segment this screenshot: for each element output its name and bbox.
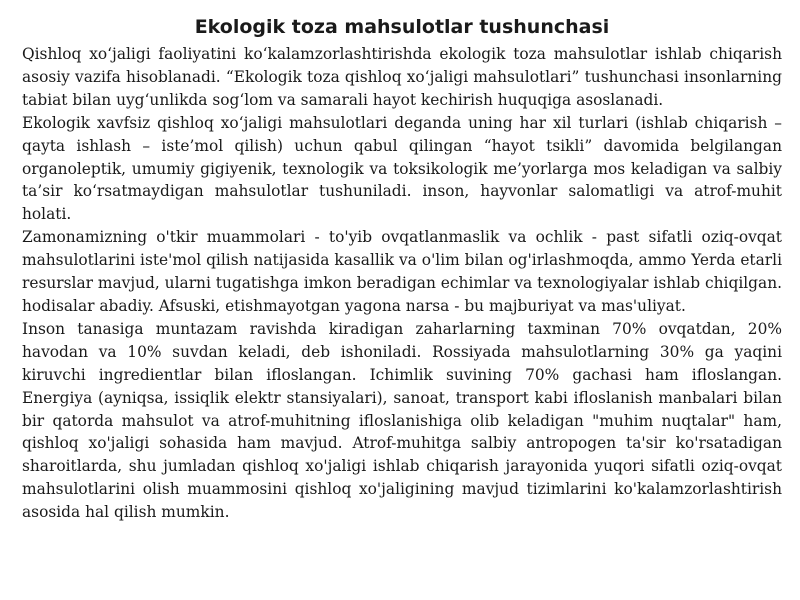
paragraph-2: Ekologik xavfsiz qishloq xo‘jaligi mahsulotlari deganda uning har xil turlari (ishlab chiqarish – qayta ishlash – iste’mol qilish) uchun qabul qilingan “hayot tsikli” davomida belgilangan organoleptik, umumiy gigiyenik, texnologik va toksikologik me’yorlarga mos keladigan va salbiy ta’sir ko‘rsatmaydigan mahsulotlar tushuniladi. inson, hayvonlar salomatligi va atrof-muhit holati. [22, 113, 782, 224]
paragraph-3: Zamonamizning o'tkir muammolari - to'yib ovqatlanmaslik va ochlik - past sifatli oziq-ovqat mahsulotlarini iste'mol qilish natijasida kasallik va o'lim bilan og'irlashmoqda, ammo Yerda etarli resurslar mavjud, ularni tugatishga imkon beradigan echimlar va texnologiyalar ishlab chiqilgan. hodisalar abadiy. Afsuski, etishmayotgan yagona narsa - bu majburiyat va mas'uliyat. [22, 228, 782, 315]
paragraph-1: Qishloq xo‘jaligi faoliyatini ko‘kalamzorlashtirishda ekologik toza mahsulotlar ishlab chiqarish asosiy vazifa hisoblanadi. “Ekologik toza qishloq xo‘jaligi mahsulotlari” tushunchasi insonlarning tabiat bilan uyg‘unlikda sog‘lom va samarali hayot kechirish huquqiga asoslanadi. [22, 45, 782, 109]
document-page [22, 12, 782, 524]
document-title: Ekologik toza mahsulotlar tushunchasi [194, 16, 610, 38]
paragraph-4: Inson tanasiga muntazam ravishda kiradigan zaharlarning taxminan 70% ovqatdan, 20% havodan va 10% suvdan keladi, deb ishoniladi. Rossiyada mahsulotlarning 30% ga yaqini kiruvchi ingredientlar bilan ifloslangan. Ichimlik suvining 70% gachasi ham ifloslangan. Energiya (ayniqsa, issiqlik elektr stansiyalari), sanoat, transport kabi ifloslanish manbalari bilan bir qatorda mahsulot va atrof-muhitning ifloslanishiga olib keladigan "muhim nuqtalar" ham, qishloq xo'jaligi sohasida ham mavjud. Atrof-muhitga salbiy antropogen ta'sir ko'rsatadigan sharoitlarda, shu jumladan qishloq xo'jaligi ishlab chiqarish jarayonida yuqori sifatli oziq-ovqat mahsulotlarini olish muammosini qishloq xo'jaligining mavjud tizimlarini ko'kalamzorlashtirish asosida hal qilish mumkin. [22, 319, 782, 522]
